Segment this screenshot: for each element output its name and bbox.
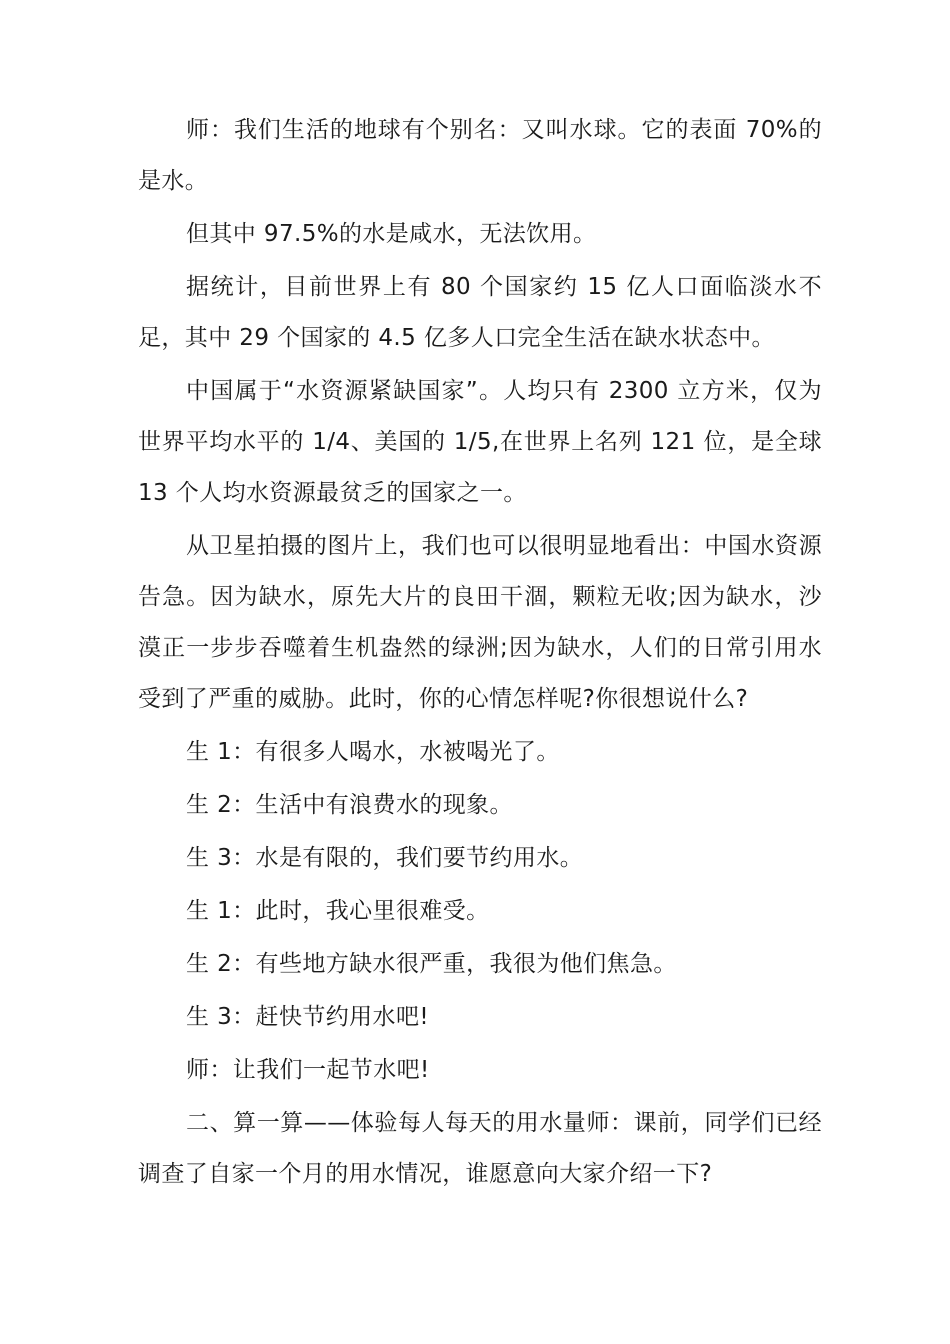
- paragraph: 生 1：有很多人喝水，水被喝光了。: [186, 739, 560, 765]
- paragraph: 师：让我们一起节水吧!: [186, 1057, 430, 1083]
- paragraph: 生 3：水是有限的，我们要节约用水。: [186, 845, 584, 871]
- paragraph: 师：我们生活的地球有个别名：又叫水球。它的表面 70%的是水。: [138, 117, 822, 194]
- paragraph: 但其中 97.5%的水是咸水，无法饮用。: [186, 221, 597, 247]
- paragraph: 从卫星拍摄的图片上，我们也可以很明显地看出：中国水资源告急。因为缺水，原先大片的良田干涸，颗粒无收;因为缺水，沙漠正一步步吞噬着生机盎然的绿洲;因为缺水，人们的日常引用水受到了严重的威胁。此时，你的心情怎样呢?你很想说什么?: [138, 533, 822, 712]
- paragraph: 生 2：生活中有浪费水的现象。: [186, 792, 513, 818]
- paragraph: 据统计，目前世界上有 80 个国家约 15 亿人口面临淡水不足，其中 29 个国家的 4.5 亿多人口完全生活在缺水状态中。: [138, 274, 822, 351]
- paragraph: 二、算一算——体验每人每天的用水量师：课前，同学们已经调查了自家一个月的用水情况，谁愿意向大家介绍一下?: [138, 1110, 822, 1187]
- paragraph: 生 2：有些地方缺水很严重，我很为他们焦急。: [186, 951, 677, 977]
- paragraph: 中国属于“水资源紧缺国家”。人均只有 2300 立方米，仅为世界平均水平的 1/4、美国的 1/5,在世界上名列 121 位，是全球 13 个人均水资源最贫乏的国家之一。: [138, 378, 822, 506]
- paragraph: 生 3：赶快节约用水吧!: [186, 1004, 429, 1030]
- document-body: [138, 105, 822, 1202]
- paragraph: 生 1：此时，我心里很难受。: [186, 898, 490, 924]
